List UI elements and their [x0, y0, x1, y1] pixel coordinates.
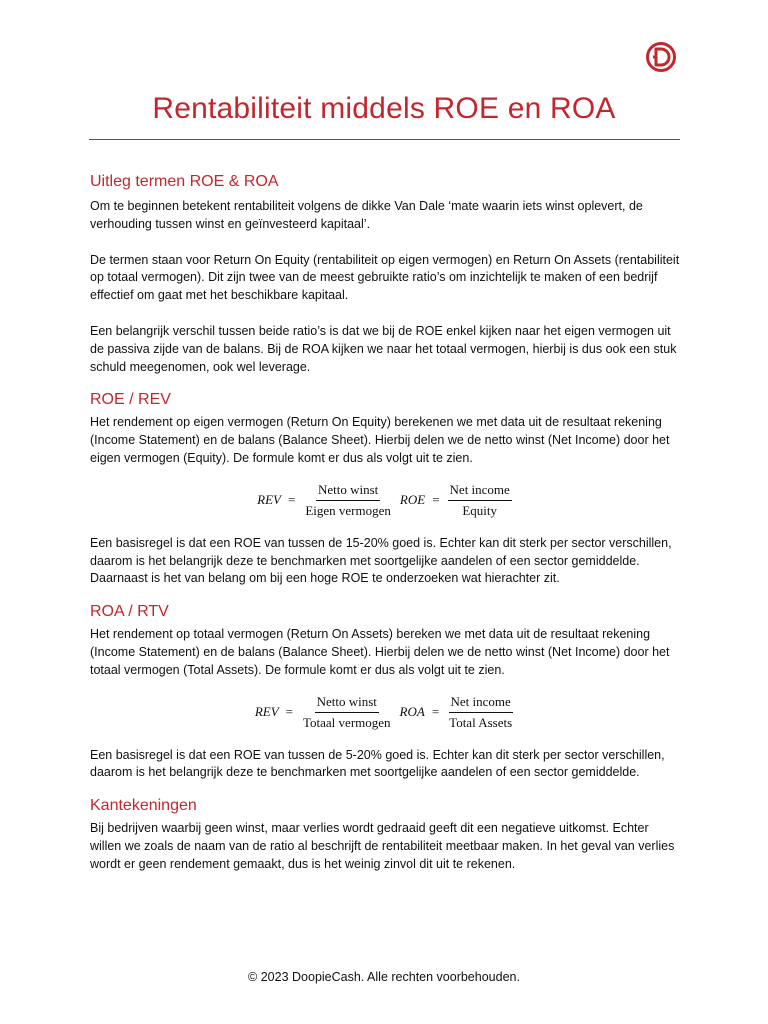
- fraction-denominator: Eigen vermogen: [305, 502, 391, 518]
- paragraph: Bij bedrijven waarbij geen winst, maar verlies wordt gedraaid geeft dit een negatieve uitkomst. Echter willen we zoals de naam van de ratio al beschrijft de rentabiliteit meetbaar maken. In het geval van verlies wordt er geen rendement gemaakt, dus is het weinig zinvol dit uit te rekenen.: [90, 821, 675, 871]
- paragraph: Een basisregel is dat een ROE van tussen de 15-20% goed is. Echter kan dit sterk per sector verschillen, daarom is het belangrijk deze te benchmarken met soortgelijke aandelen of een sector gemiddelde. Daarnaast is het van belang om bij een hoge ROE te onderzoeken wat hierachter zit.: [90, 535, 672, 586]
- fraction-numerator: Netto winst: [316, 482, 380, 501]
- paragraph: De termen staan voor Return On Equity (rentabiliteit op eigen vermogen) en Return On Assets (rentabiliteit op totaal vermogen). Dit zijn twee van de meest gebruikte ratio’s om inzichtelijk te maken of een bedrijf effectief om gaat met het beschikbare kapitaal.: [90, 252, 680, 303]
- doopiecash-logo-icon: [645, 41, 677, 73]
- roa-formula: REV = $\frac{\text{Netto winst}}{\text{Totaal vermogen}}$ ROA = $\frac{\text{Net income}}{\text{Total Assets}}$: [254, 693, 513, 730]
- fraction-numerator: Net income: [448, 482, 512, 501]
- section-heading-kantekeningen: Kantekeningen: [90, 797, 197, 815]
- formula-fraction: [448, 482, 512, 519]
- page-title: Rentabiliteit middels ROE en ROA: [152, 92, 616, 125]
- paragraph: Om te beginnen betekent rentabiliteit volgens de dikke Van Dale ‘mate waarin iets winst oplevert, de verhouding tussen winst en geïnvesteerd kapitaal’.: [90, 199, 643, 231]
- fraction-denominator: Total Assets: [449, 714, 513, 730]
- paragraph: Het rendement op totaal vermogen (Return On Assets) bereken we met data uit de resultaat rekening (Income Statement) en de balans (Balance Sheet). Hierbij delen we de netto winst (Net Income) door het totaal vermogen (Total Assets). De formule komt er dus als volgt uit te zien.: [90, 627, 670, 677]
- section-heading-roe: ROE / REV: [90, 391, 171, 409]
- document-body: [90, 172, 680, 874]
- paragraph: Een belangrijk verschil tussen beide ratio’s is dat we bij de ROE enkel kijken naar het eigen vermogen uit de passiva zijde van de balans. Bij de ROA kijken we naar het totaal vermogen, hierbij is dus ook een stuk schuld meegenomen, ook wel leverage.: [90, 323, 677, 374]
- formula-fraction: [447, 694, 514, 731]
- formula-lhs: REV: [254, 704, 279, 720]
- roe-formula: REV = $\frac{\text{Netto winst}}{\text{Eigen vermogen}}$ ROE = $\frac{\text{Net income}}{\text{Equity}}$: [257, 481, 510, 518]
- footer-copyright: © 2023 DoopieCash. Alle rechten voorbehouden.: [248, 970, 520, 984]
- fraction-denominator: Totaal vermogen: [303, 714, 391, 730]
- fraction-numerator: Net income: [449, 694, 513, 713]
- fraction-denominator: Equity: [462, 502, 498, 518]
- paragraph: Een basisregel is dat een ROE van tussen de 5-20% goed is. Echter kan dit sterk per sector verschillen, daarom is het belangrijk deze te benchmarken met soortgelijke aandelen of een sector gemiddelde.: [90, 747, 665, 780]
- formula-fraction: [301, 694, 393, 731]
- formula-fraction: [303, 482, 393, 519]
- section-heading-uitleg: Uitleg termen ROE & ROA: [90, 173, 279, 190]
- formula-lhs: REV: [257, 492, 281, 508]
- formula-lhs: ROA: [399, 704, 425, 720]
- section-heading-roa: ROA / RTV: [90, 603, 169, 621]
- title-divider: [89, 139, 680, 140]
- formula-lhs: ROE: [399, 492, 426, 508]
- fraction-numerator: Netto winst: [315, 694, 379, 713]
- paragraph: Het rendement op eigen vermogen (Return On Equity) berekenen we met data uit de resultaat rekening (Income Statement) en de balans (Balance Sheet). Hierbij delen we de netto winst (Net Income) door het eigen vermogen (Equity). De formule komt er dus als volgt uit te zien.: [90, 415, 670, 465]
